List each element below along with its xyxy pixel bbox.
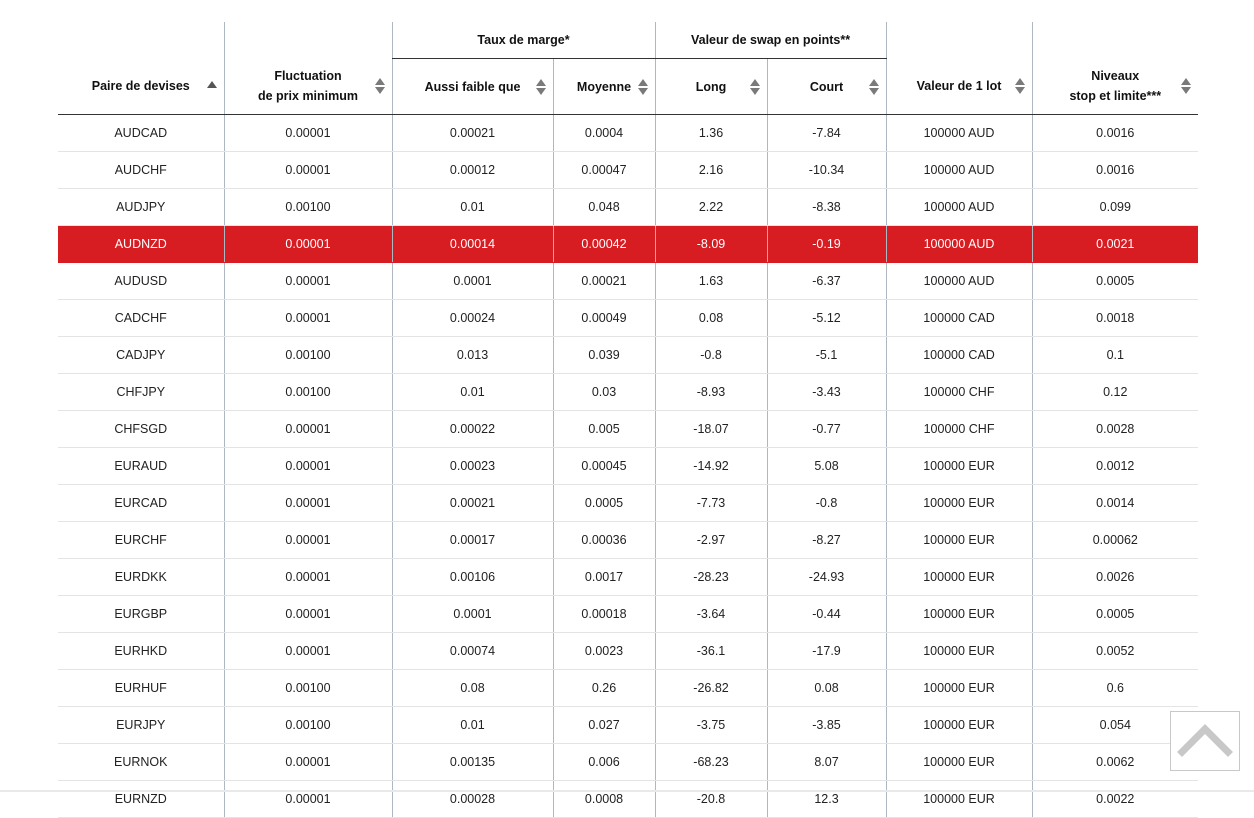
cell-stop-limit: 0.0005 <box>1032 596 1198 633</box>
cell-swap-long: -7.73 <box>655 485 767 522</box>
cell-pair: EURDKK <box>58 559 224 596</box>
cell-fluctuation: 0.00001 <box>224 559 392 596</box>
table-row[interactable] <box>58 781 1198 818</box>
group-header-empty <box>224 22 392 59</box>
cell-margin-low: 0.00028 <box>392 781 553 818</box>
cell-fluctuation: 0.00001 <box>224 226 392 263</box>
table-row[interactable] <box>58 226 1198 263</box>
cell-pair: EURCAD <box>58 485 224 522</box>
sort-arrows-icon[interactable] <box>869 79 879 95</box>
cell-fluctuation: 0.00100 <box>224 337 392 374</box>
sort-arrows-icon[interactable] <box>1181 78 1191 94</box>
column-header-stop-limit-levels[interactable] <box>1032 59 1198 115</box>
cell-stop-limit: 0.12 <box>1032 374 1198 411</box>
column-label: Niveaux <box>1091 69 1140 84</box>
group-header-row <box>58 22 1198 59</box>
column-header-fluctuation[interactable] <box>224 59 392 115</box>
cell-pair: CHFSGD <box>58 411 224 448</box>
cell-fluctuation: 0.00001 <box>224 744 392 781</box>
cell-stop-limit: 0.0022 <box>1032 781 1198 818</box>
cell-lot-value: 100000 EUR <box>886 522 1032 559</box>
cell-stop-limit: 0.0005 <box>1032 263 1198 300</box>
column-header-pair[interactable] <box>58 59 224 115</box>
cell-pair: CHFJPY <box>58 374 224 411</box>
cell-pair: EURNOK <box>58 744 224 781</box>
cell-swap-long: -36.1 <box>655 633 767 670</box>
cell-stop-limit: 0.0028 <box>1032 411 1198 448</box>
cell-lot-value: 100000 CHF <box>886 374 1032 411</box>
cell-swap-long: -0.8 <box>655 337 767 374</box>
sort-arrows-icon[interactable] <box>638 79 648 95</box>
cell-fluctuation: 0.00100 <box>224 189 392 226</box>
cell-swap-short: 5.08 <box>767 448 886 485</box>
cell-margin-average: 0.0008 <box>553 781 655 818</box>
column-label: Court <box>809 79 844 94</box>
cell-stop-limit: 0.0016 <box>1032 152 1198 189</box>
cell-margin-average: 0.00021 <box>553 263 655 300</box>
cell-swap-short: 12.3 <box>767 781 886 818</box>
cell-margin-average: 0.039 <box>553 337 655 374</box>
cell-lot-value: 100000 CHF <box>886 411 1032 448</box>
cell-stop-limit: 0.00062 <box>1032 522 1198 559</box>
table-row[interactable] <box>58 485 1198 522</box>
column-label: stop et limite*** <box>1069 89 1162 104</box>
column-label: Long <box>695 79 727 94</box>
table-body <box>58 115 1198 818</box>
cell-margin-average: 0.0004 <box>553 115 655 152</box>
sort-arrows-icon[interactable] <box>375 78 385 94</box>
cell-stop-limit: 0.054 <box>1032 707 1198 744</box>
cell-margin-low: 0.01 <box>392 707 553 744</box>
cell-pair: AUDNZD <box>58 226 224 263</box>
cell-stop-limit: 0.0012 <box>1032 448 1198 485</box>
cell-stop-limit: 0.0026 <box>1032 559 1198 596</box>
cell-margin-low: 0.00017 <box>392 522 553 559</box>
column-label: Valeur de 1 lot <box>916 79 1002 94</box>
cell-fluctuation: 0.00100 <box>224 707 392 744</box>
cell-margin-low: 0.01 <box>392 374 553 411</box>
cell-swap-short: 8.07 <box>767 744 886 781</box>
cell-fluctuation: 0.00001 <box>224 448 392 485</box>
cell-pair: EURAUD <box>58 448 224 485</box>
group-header-empty <box>1032 22 1198 59</box>
cell-lot-value: 100000 AUD <box>886 189 1032 226</box>
cell-lot-value: 100000 EUR <box>886 559 1032 596</box>
cell-lot-value: 100000 EUR <box>886 707 1032 744</box>
cell-margin-average: 0.00018 <box>553 596 655 633</box>
cell-fluctuation: 0.00001 <box>224 152 392 189</box>
cell-fluctuation: 0.00001 <box>224 263 392 300</box>
table-row[interactable] <box>58 300 1198 337</box>
cell-margin-low: 0.00024 <box>392 300 553 337</box>
cell-stop-limit: 0.0014 <box>1032 485 1198 522</box>
cell-margin-low: 0.00021 <box>392 115 553 152</box>
cell-swap-long: -2.97 <box>655 522 767 559</box>
table-row[interactable] <box>58 707 1198 744</box>
cell-margin-average: 0.0017 <box>553 559 655 596</box>
column-header-row <box>58 59 1198 115</box>
cell-margin-average: 0.00047 <box>553 152 655 189</box>
table-row[interactable] <box>58 596 1198 633</box>
cell-margin-low: 0.01 <box>392 189 553 226</box>
cell-fluctuation: 0.00100 <box>224 374 392 411</box>
cell-margin-average: 0.048 <box>553 189 655 226</box>
cell-margin-average: 0.26 <box>553 670 655 707</box>
cell-margin-average: 0.00049 <box>553 300 655 337</box>
cell-swap-short: -17.9 <box>767 633 886 670</box>
cell-margin-low: 0.00106 <box>392 559 553 596</box>
table-row[interactable] <box>58 189 1198 226</box>
cell-lot-value: 100000 AUD <box>886 263 1032 300</box>
cell-fluctuation: 0.00001 <box>224 596 392 633</box>
cell-swap-long: 1.36 <box>655 115 767 152</box>
cell-swap-long: -26.82 <box>655 670 767 707</box>
cell-stop-limit: 0.1 <box>1032 337 1198 374</box>
group-header-margin: Taux de marge* <box>392 22 655 59</box>
cell-swap-long: 2.16 <box>655 152 767 189</box>
chevron-up-icon <box>1176 718 1234 762</box>
cell-pair: AUDCAD <box>58 115 224 152</box>
cell-margin-low: 0.00074 <box>392 633 553 670</box>
cell-swap-short: -0.77 <box>767 411 886 448</box>
table-row[interactable] <box>58 263 1198 300</box>
table-row[interactable] <box>58 115 1198 152</box>
cell-lot-value: 100000 EUR <box>886 485 1032 522</box>
column-header-margin-average[interactable] <box>553 59 655 115</box>
cell-swap-long: -20.8 <box>655 781 767 818</box>
sort-arrows-icon[interactable] <box>750 79 760 95</box>
column-label: Aussi faible que <box>424 79 521 94</box>
cell-pair: EURHUF <box>58 670 224 707</box>
cell-swap-long: -3.75 <box>655 707 767 744</box>
cell-lot-value: 100000 AUD <box>886 152 1032 189</box>
cell-stop-limit: 0.0021 <box>1032 226 1198 263</box>
cell-swap-short: -10.34 <box>767 152 886 189</box>
cell-margin-low: 0.00023 <box>392 448 553 485</box>
cell-swap-long: 0.08 <box>655 300 767 337</box>
column-header-lot-value[interactable] <box>886 59 1032 115</box>
cell-swap-long: -14.92 <box>655 448 767 485</box>
cell-pair: EURCHF <box>58 522 224 559</box>
cell-swap-long: -68.23 <box>655 744 767 781</box>
group-header-empty <box>886 22 1032 59</box>
cell-lot-value: 100000 EUR <box>886 781 1032 818</box>
cell-swap-short: -5.12 <box>767 300 886 337</box>
cell-stop-limit: 0.0052 <box>1032 633 1198 670</box>
cell-lot-value: 100000 EUR <box>886 633 1032 670</box>
cell-fluctuation: 0.00001 <box>224 633 392 670</box>
cell-pair: EURGBP <box>58 596 224 633</box>
cell-pair: AUDUSD <box>58 263 224 300</box>
cell-margin-low: 0.00014 <box>392 226 553 263</box>
cell-swap-long: -28.23 <box>655 559 767 596</box>
cell-lot-value: 100000 EUR <box>886 670 1032 707</box>
cell-margin-average: 0.027 <box>553 707 655 744</box>
cell-swap-long: -8.93 <box>655 374 767 411</box>
cell-swap-short: -3.85 <box>767 707 886 744</box>
table-row[interactable] <box>58 744 1198 781</box>
cell-lot-value: 100000 EUR <box>886 744 1032 781</box>
cell-pair: CADCHF <box>58 300 224 337</box>
cell-margin-average: 0.0023 <box>553 633 655 670</box>
column-label: de prix minimum <box>257 89 359 104</box>
cell-pair: EURHKD <box>58 633 224 670</box>
cell-margin-low: 0.00012 <box>392 152 553 189</box>
cell-lot-value: 100000 EUR <box>886 448 1032 485</box>
cell-margin-average: 0.0005 <box>553 485 655 522</box>
cell-swap-short: -0.44 <box>767 596 886 633</box>
cell-fluctuation: 0.00001 <box>224 411 392 448</box>
cell-fluctuation: 0.00001 <box>224 781 392 818</box>
cell-margin-average: 0.00042 <box>553 226 655 263</box>
cell-margin-average: 0.005 <box>553 411 655 448</box>
cell-swap-short: -8.27 <box>767 522 886 559</box>
cell-margin-average: 0.00045 <box>553 448 655 485</box>
cell-pair: EURJPY <box>58 707 224 744</box>
table-row[interactable] <box>58 152 1198 189</box>
table-row[interactable] <box>58 522 1198 559</box>
column-label: Moyenne <box>576 79 632 94</box>
table-row[interactable] <box>58 411 1198 448</box>
cell-lot-value: 100000 CAD <box>886 300 1032 337</box>
cell-stop-limit: 0.6 <box>1032 670 1198 707</box>
cell-margin-low: 0.08 <box>392 670 553 707</box>
cell-fluctuation: 0.00001 <box>224 485 392 522</box>
cell-fluctuation: 0.00001 <box>224 115 392 152</box>
table-row[interactable] <box>58 670 1198 707</box>
cell-lot-value: 100000 AUD <box>886 115 1032 152</box>
column-header-swap-short[interactable] <box>767 59 886 115</box>
cell-swap-short: -3.43 <box>767 374 886 411</box>
cell-pair: EURNZD <box>58 781 224 818</box>
table-row[interactable] <box>58 337 1198 374</box>
cell-swap-long: -3.64 <box>655 596 767 633</box>
sort-arrows-icon[interactable] <box>1015 78 1025 94</box>
cell-swap-long: -8.09 <box>655 226 767 263</box>
back-to-top-button[interactable] <box>1170 711 1240 771</box>
cell-swap-long: -18.07 <box>655 411 767 448</box>
cell-margin-low: 0.0001 <box>392 596 553 633</box>
cell-stop-limit: 0.0062 <box>1032 744 1198 781</box>
cell-margin-low: 0.00022 <box>392 411 553 448</box>
cell-pair: AUDCHF <box>58 152 224 189</box>
cell-lot-value: 100000 EUR <box>886 596 1032 633</box>
cell-margin-low: 0.0001 <box>392 263 553 300</box>
cell-margin-low: 0.00021 <box>392 485 553 522</box>
spreads-table-container <box>58 22 1198 818</box>
cell-swap-short: -0.8 <box>767 485 886 522</box>
cell-lot-value: 100000 AUD <box>886 226 1032 263</box>
cell-swap-short: -8.38 <box>767 189 886 226</box>
cell-margin-average: 0.00036 <box>553 522 655 559</box>
cell-swap-short: -7.84 <box>767 115 886 152</box>
cell-lot-value: 100000 CAD <box>886 337 1032 374</box>
cell-margin-low: 0.013 <box>392 337 553 374</box>
table-row[interactable] <box>58 374 1198 411</box>
cell-stop-limit: 0.0018 <box>1032 300 1198 337</box>
cell-pair: AUDJPY <box>58 189 224 226</box>
column-label: Paire de devises <box>91 79 190 94</box>
sort-arrows-icon[interactable] <box>536 79 546 95</box>
column-header-swap-long[interactable] <box>655 59 767 115</box>
cell-margin-average: 0.006 <box>553 744 655 781</box>
cell-stop-limit: 0.099 <box>1032 189 1198 226</box>
column-label: Fluctuation <box>274 69 342 84</box>
sort-ascending-icon[interactable] <box>207 78 217 94</box>
cell-margin-average: 0.03 <box>553 374 655 411</box>
cell-swap-long: 1.63 <box>655 263 767 300</box>
table-row[interactable] <box>58 633 1198 670</box>
cell-swap-short: -0.19 <box>767 226 886 263</box>
table-row[interactable] <box>58 448 1198 485</box>
cell-stop-limit: 0.0016 <box>1032 115 1198 152</box>
table-row[interactable] <box>58 559 1198 596</box>
currency-pairs-table <box>58 22 1198 818</box>
group-header-empty <box>58 22 224 59</box>
cell-swap-short: -5.1 <box>767 337 886 374</box>
cell-swap-long: 2.22 <box>655 189 767 226</box>
cell-pair: CADJPY <box>58 337 224 374</box>
cell-swap-short: 0.08 <box>767 670 886 707</box>
cell-swap-short: -24.93 <box>767 559 886 596</box>
group-header-swap: Valeur de swap en points** <box>655 22 886 59</box>
column-header-margin-low[interactable] <box>392 59 553 115</box>
cell-fluctuation: 0.00001 <box>224 300 392 337</box>
cell-margin-low: 0.00135 <box>392 744 553 781</box>
cell-fluctuation: 0.00100 <box>224 670 392 707</box>
cell-swap-short: -6.37 <box>767 263 886 300</box>
cell-fluctuation: 0.00001 <box>224 522 392 559</box>
table-header <box>58 22 1198 115</box>
